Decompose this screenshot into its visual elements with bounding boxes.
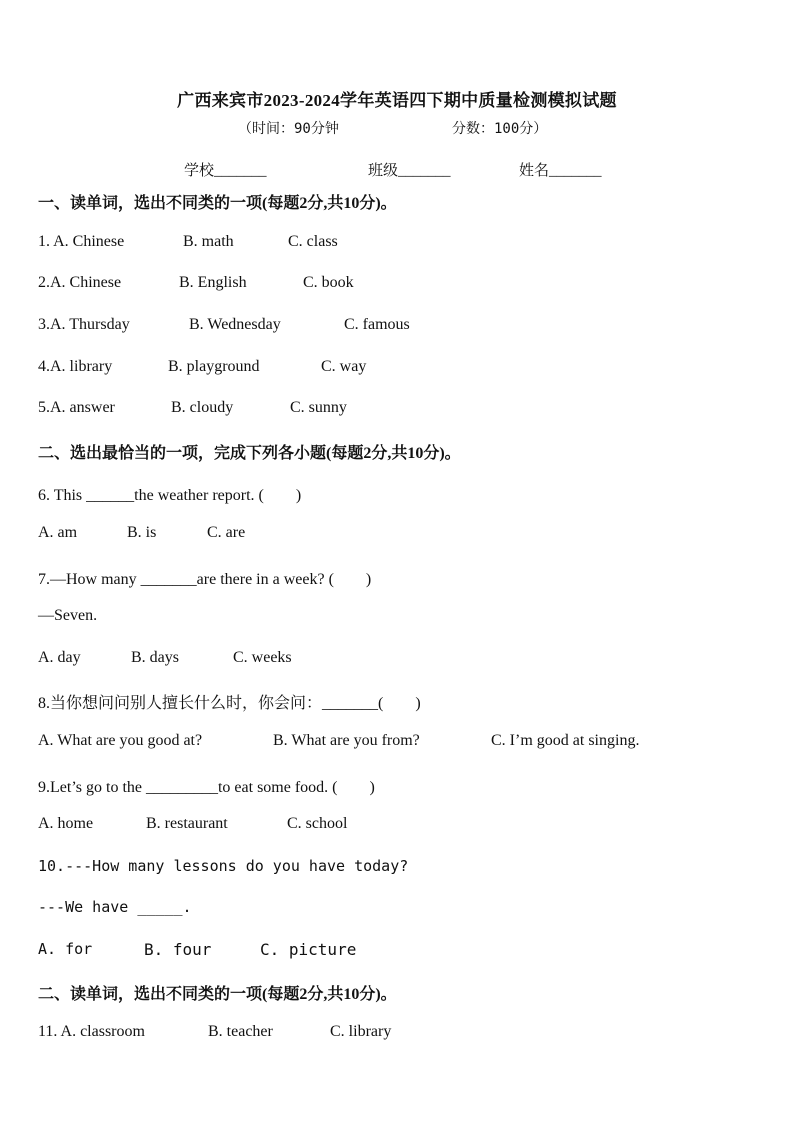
option-c: C. class xyxy=(288,233,338,250)
option-c: C. picture xyxy=(260,940,357,959)
option-c: C. I’m good at singing. xyxy=(491,732,640,749)
option-b: B. math xyxy=(183,233,234,250)
option-b: B. Wednesday xyxy=(189,316,281,333)
question-7-stem: 7.—How many _______are there in a week? ( ) xyxy=(38,571,372,588)
option-a: 4.A. library xyxy=(38,358,113,375)
school-field: 学校_______ xyxy=(184,163,267,179)
page-title: 广西来宾市2023-2024学年英语四下期中质量检测模拟试题 xyxy=(177,91,617,110)
question-8-stem: 8.当你想问问别人擅长什么时，你会问：_______( ) xyxy=(38,695,421,712)
option-b: B. four xyxy=(144,940,212,959)
question-3 xyxy=(38,316,410,334)
exam-time: （时间：90分钟 xyxy=(238,121,339,137)
option-b: B. English xyxy=(179,274,247,291)
option-a: 11. A. classroom xyxy=(38,1023,145,1040)
option-b: B. What are you from? xyxy=(273,732,420,749)
question-5 xyxy=(38,399,347,417)
question-6-stem: 6. This ______the weather report. ( ) xyxy=(38,487,302,504)
question-7-answer: —Seven. xyxy=(38,607,98,624)
option-b: B. teacher xyxy=(208,1023,273,1040)
question-11 xyxy=(38,1023,392,1041)
name-field: 姓名_______ xyxy=(519,163,602,179)
question-8-options xyxy=(38,732,640,750)
option-b: B. restaurant xyxy=(146,815,228,832)
section-heading-1: 一、读单词，选出不同类的一项(每题2分,共10分)。 xyxy=(38,195,397,212)
option-a: A. What are you good at? xyxy=(38,732,203,749)
exam-score: 分数：100分） xyxy=(452,121,548,137)
question-7-options xyxy=(38,649,292,667)
option-c: C. weeks xyxy=(233,649,292,666)
question-10-options xyxy=(38,940,357,959)
option-b: B. is xyxy=(127,524,157,541)
question-6-options xyxy=(38,524,246,542)
option-b: B. cloudy xyxy=(171,399,234,416)
option-c: C. book xyxy=(303,274,354,291)
question-10-stem: 10.---How many lessons do you have today? xyxy=(38,857,409,875)
question-10-answer: ---We have _____. xyxy=(38,898,192,916)
option-a: 1. A. Chinese xyxy=(38,233,125,250)
option-c: C. sunny xyxy=(290,399,347,416)
option-a: A. am xyxy=(38,524,78,541)
option-a: A. day xyxy=(38,649,81,666)
question-2 xyxy=(38,274,354,292)
option-a: 2.A. Chinese xyxy=(38,274,122,291)
option-a: 3.A. Thursday xyxy=(38,316,130,333)
option-a: 5.A. answer xyxy=(38,399,115,416)
option-c: C. famous xyxy=(344,316,410,333)
question-4 xyxy=(38,358,367,376)
option-c: C. are xyxy=(207,524,246,541)
option-c: C. way xyxy=(321,358,367,375)
section-heading-3: 二、读单词，选出不同类的一项(每题2分,共10分)。 xyxy=(38,986,397,1003)
option-a: A. for xyxy=(38,940,93,958)
option-b: B. days xyxy=(131,649,179,666)
option-c: C. school xyxy=(287,815,348,832)
question-9-options xyxy=(38,815,348,833)
option-c: C. library xyxy=(330,1023,392,1040)
question-9-stem: 9.Let’s go to the _________to eat some food. ( ) xyxy=(38,779,375,796)
option-b: B. playground xyxy=(168,358,260,375)
section-heading-2: 二、选出最恰当的一项，完成下列各小题(每题2分,共10分)。 xyxy=(38,445,461,462)
option-a: A. home xyxy=(38,815,94,832)
class-field: 班级_______ xyxy=(368,163,451,179)
question-1 xyxy=(38,233,338,251)
